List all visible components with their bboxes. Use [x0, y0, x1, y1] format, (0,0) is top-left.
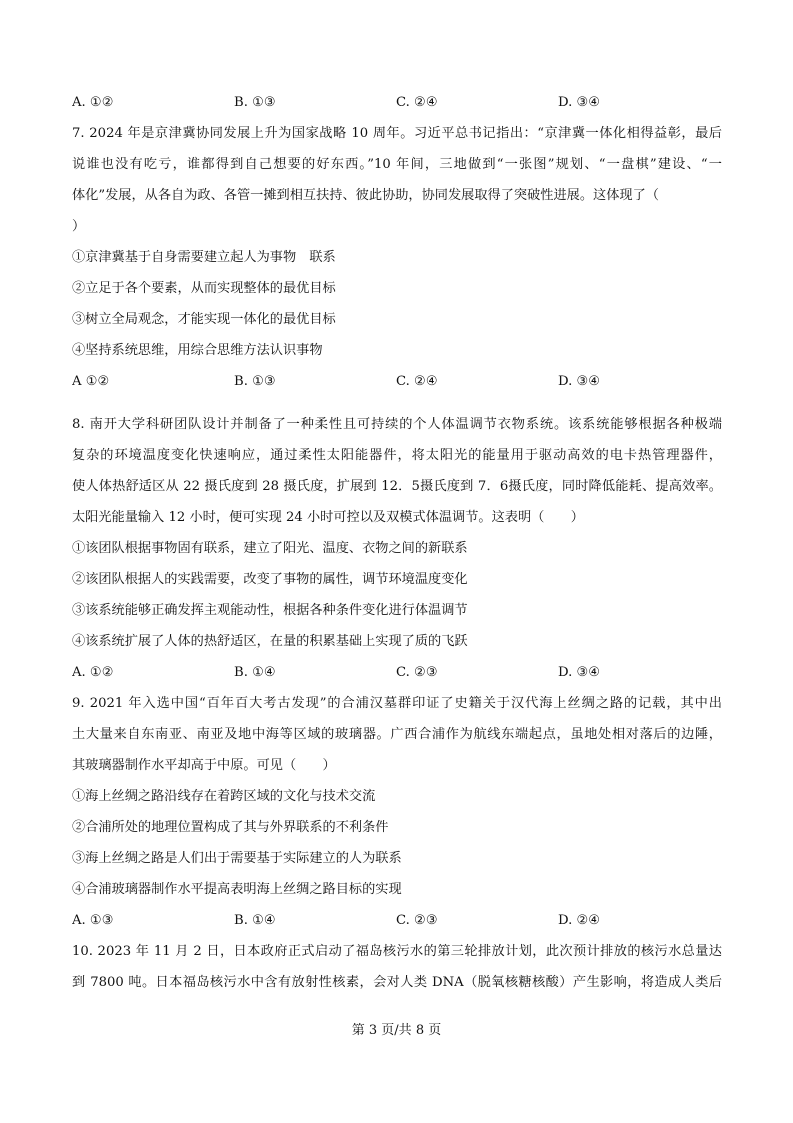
page-content: [72, 92, 722, 1003]
answer-options-row: [72, 910, 722, 941]
text-line: ②合浦所处的地理位置构成了其与外界联系的不利条件: [72, 820, 389, 835]
text-line: ③树立全局观念，才能实现一体化的最优目标: [72, 312, 336, 327]
answer-option: A. ①③: [72, 913, 114, 928]
answer-option: A ①②: [72, 374, 110, 389]
text-line: ②立足于各个要素，从而实现整体的最优目标: [72, 281, 336, 296]
text-line: 8. 南开大学科研团队设计并制备了一种柔性且可持续的个人体温调节衣物系统。该系统能够根据各种极端: [72, 417, 722, 432]
answer-option: B. ①④: [234, 913, 276, 928]
answer-option: C. ②③: [396, 913, 438, 928]
text-line: 7. 2024 年是京津冀协同发展上升为国家战略 10 周年。习近平总书记指出：“京津冀一体化相得益彰，最后: [72, 126, 722, 141]
text-line: 体化”发展，从各自为政、各管一摊到相互扶持、彼此协助，协同发展取得了突破性进展。这体现了（: [72, 188, 659, 203]
text-line: ③该系统能够正确发挥主观能动性，根据各种条件变化进行体温调节: [72, 603, 468, 618]
answer-option: B. ①③: [234, 95, 276, 110]
text-line: ①该团队根据事物固有联系，建立了阳光、温度、衣物之间的新联系: [72, 541, 468, 556]
text-line: 9. 2021 年入选中国“百年百大考古发现”的合浦汉墓群印证了史籍关于汉代海上丝绸之路的记载，其中出: [72, 696, 722, 711]
answer-option: D. ③④: [558, 665, 601, 680]
answer-options-row: [72, 371, 722, 402]
answer-option: D. ③④: [558, 95, 601, 110]
page-footer: 第 3 页/共 8 页: [351, 1023, 442, 1038]
answer-option: B. ①③: [234, 374, 276, 389]
text-line: 10. 2023 年 11 月 2 日，日本政府正式启动了福岛核污水的第三轮排放计划，此次预计排放的核污水总量达: [72, 944, 722, 959]
text-line: ①海上丝绸之路沿线存在着跨区域的文化与技术交流: [72, 789, 376, 804]
answer-option: D. ②④: [558, 913, 601, 928]
answer-option: C. ②③: [396, 665, 438, 680]
answer-option: C. ②④: [396, 374, 438, 389]
text-line: ④坚持系统思维，用综合思维方法认识事物: [72, 343, 323, 358]
answer-option: C. ②④: [396, 95, 438, 110]
text-line: ①京津冀基于自身需要建立起人为事物 联系: [72, 250, 336, 265]
text-line: ④合浦玻璃器制作水平提高表明海上丝绸之路目标的实现: [72, 882, 402, 897]
answer-options-row: [72, 662, 722, 693]
text-line: ②该团队根据人的实践需要，改变了事物的属性，调节环境温度变化: [72, 572, 468, 587]
text-line: 到 7800 吨。日本福岛核污水中含有放射性核素，会对人类 DNA（脱氧核糖核酸）产生影响，将造成人类后: [72, 975, 722, 990]
text-line: 复杂的环境温度变化快速响应，通过柔性太阳能器件，将太阳光的能量用于驱动高效的电卡热管理器件，: [72, 448, 722, 463]
answer-option: B. ①④: [234, 665, 276, 680]
text-line: ④该系统扩展了人体的热舒适区，在量的积累基础上实现了质的飞跃: [72, 634, 468, 649]
text-line: 土大量来自东南亚、南亚及地中海等区域的玻璃器。广西合浦作为航线东端起点，虽地处相对落后的边陲，: [72, 727, 722, 742]
text-line: 说谁也没有吃亏，谁都得到自己想要的好东西。”10 年间，三地做到“一张图”规划、“一盘棋”建设、“一: [72, 157, 722, 172]
answer-option: A. ①②: [72, 95, 114, 110]
text-line: 使人体热舒适区从 22 摄氏度到 28 摄氏度，扩展到 12．5摄氏度到 7．6摄氏度，同时降低能耗、提高效率。: [72, 479, 722, 494]
text-line: ③海上丝绸之路是人们出于需要基于实际建立的人为联系: [72, 851, 402, 866]
text-line: 太阳光能量输入 12 小时，便可实现 24 小时可控以及双模式体温调节。这表明（ ）: [72, 510, 584, 525]
answer-option: D. ③④: [558, 374, 601, 389]
text-line: 其玻璃器制作水平却高于中原。可见（ ）: [72, 758, 336, 773]
answer-options-row: [72, 92, 722, 123]
answer-option: A. ①②: [72, 665, 114, 680]
block-spacer: [72, 402, 722, 414]
text-line: ）: [72, 219, 86, 234]
